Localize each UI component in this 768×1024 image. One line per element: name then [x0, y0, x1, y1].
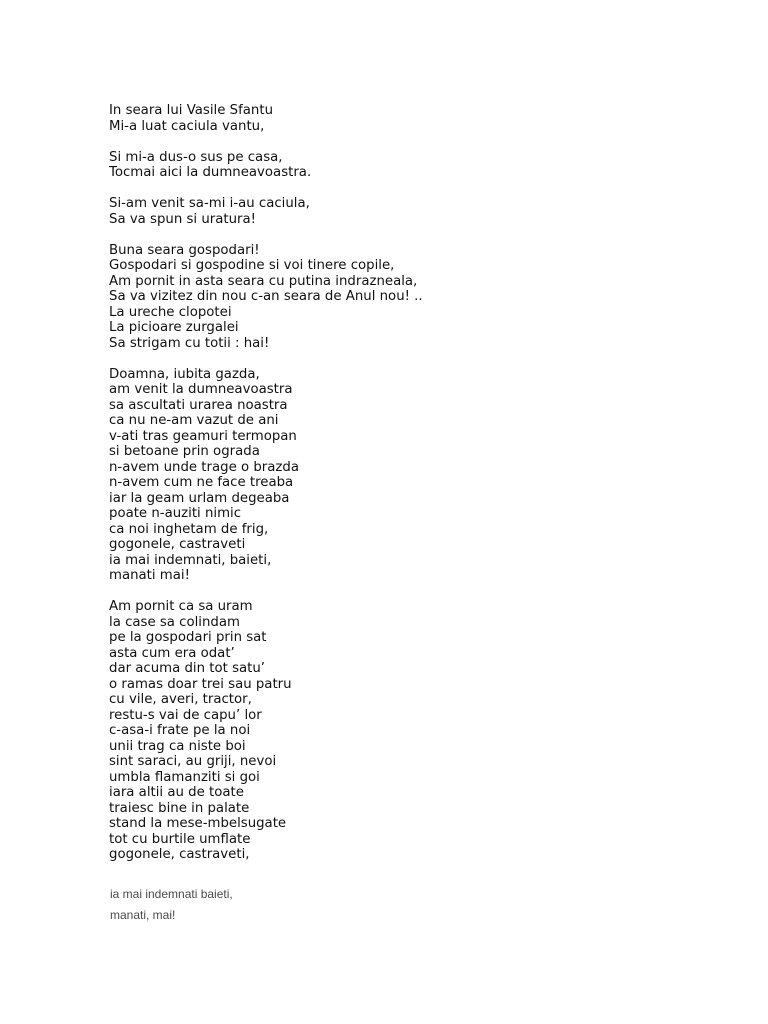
poem-line: manati mai!: [109, 568, 190, 583]
poem-line: c-asa-i frate pe la noi: [109, 723, 251, 738]
poem-line: traiesc bine in palate: [109, 800, 250, 816]
poem-line: si betoane prin ograda: [109, 444, 260, 459]
poem-line: La picioare zurgalei: [109, 320, 239, 335]
poem-line: Si mi-a dus-o sus pe casa,: [109, 149, 283, 165]
poem-line: Mi-a luat caciula vantu,: [109, 118, 265, 134]
closing-line: ia mai indemnati baieti,: [110, 887, 233, 901]
poem-line: Am pornit in asta seara cu putina indrazneala,: [109, 273, 418, 289]
poem-line: Buna seara gospodari!: [109, 242, 260, 258]
poem-line: pe la gospodari prin sat: [109, 630, 267, 645]
poem-line: umbla flamanziti si goi: [109, 769, 260, 785]
poem-line: Sa strigam cu totii : hai!: [109, 335, 270, 351]
poem-line: stand la mese-mbelsugate: [109, 816, 287, 831]
poem-line: unii trag ca niste boi: [109, 738, 246, 754]
poem-line: Gospodari si gospodine si voi tinere copile,: [109, 258, 395, 273]
poem-line: Sa va spun si uratura!: [109, 211, 256, 227]
poem-line: la case sa colindam: [109, 614, 240, 630]
poem-line: gogonele, castraveti,: [109, 847, 250, 862]
poem-line: restu-s vai de capu’ lor: [109, 707, 262, 723]
poem-line: iara altii au de toate: [109, 785, 244, 800]
poem-line: ia mai indemnati, baieti,: [109, 552, 272, 568]
poem-line: poate n-auziti nimic: [109, 506, 242, 521]
stanza-2: [109, 150, 423, 181]
poem-line: n-avem cum ne face treaba: [109, 475, 294, 490]
poem-line: La ureche clopotei: [109, 304, 232, 320]
poem-line: Am pornit ca sa uram: [109, 599, 253, 614]
closing-lines: [110, 887, 233, 923]
poem-line: Sa va vizitez din nou c-an seara de Anul nou! ..: [109, 289, 423, 304]
closing-line: manati, mai!: [110, 908, 176, 922]
stanza-5: [109, 367, 423, 584]
poem-line: ca nu ne-am vazut de ani: [109, 413, 279, 428]
stanza-6: [109, 599, 423, 863]
poem-line: In seara lui Vasile Sfantu: [109, 103, 273, 118]
stanza-4: [109, 243, 423, 352]
poem-line: tot cu burtile umflate: [109, 831, 251, 847]
poem-line: o ramas doar trei sau patru: [109, 676, 292, 692]
poem-line: n-avem unde trage o brazda: [109, 459, 299, 475]
poem-line: sa ascultati urarea noastra: [109, 397, 288, 413]
poem-line: cu vile, averi, tractor,: [109, 692, 252, 707]
poem-line: Si-am venit sa-mi i-au caciula,: [109, 196, 310, 211]
poem-line: sint saraci, au griji, nevoi: [109, 754, 277, 769]
poem-line: asta cum era odat’: [109, 645, 235, 661]
poem-line: iar la geam urlam degeaba: [109, 490, 290, 506]
poem-line: v-ati tras geamuri termopan: [109, 428, 297, 444]
poem-line: dar acuma din tot satu’: [109, 661, 266, 676]
poem-line: Tocmai aici la dumneavoastra.: [109, 165, 312, 180]
stanza-1: [109, 103, 423, 134]
poem-text: [109, 103, 423, 863]
poem-line: am venit la dumneavoastra: [109, 382, 293, 397]
poem-line: gogonele, castraveti: [109, 537, 246, 552]
stanza-3: [109, 196, 423, 227]
poem-line: ca noi inghetam de frig,: [109, 521, 269, 537]
poem-line: Doamna, iubita gazda,: [109, 366, 260, 382]
